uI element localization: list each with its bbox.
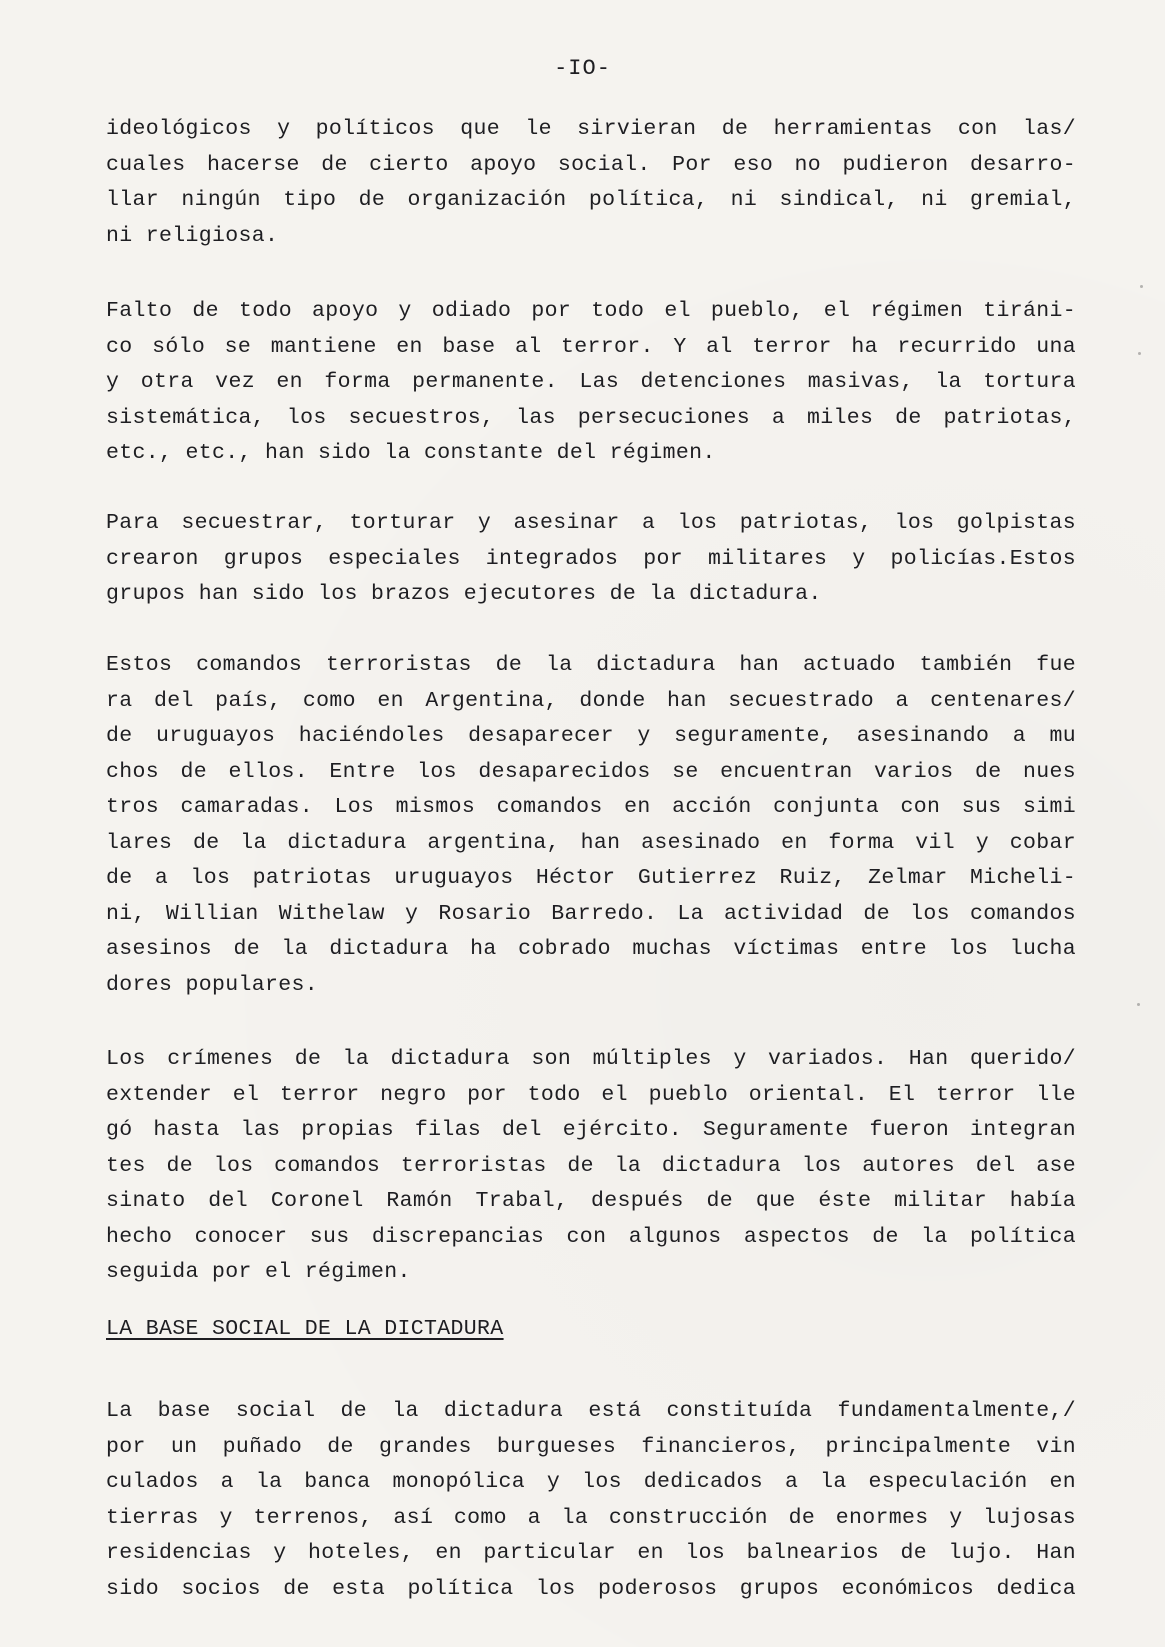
text-line: sido socios de esta política los poderosos grupos económicos dedica — [106, 1576, 1076, 1601]
text-line: ideológicos y políticos que le sirvieran de herramientas con las/ — [106, 117, 1076, 141]
text-line: de uruguayos haciéndoles desaparecer y seguramente, asesinando a mu — [106, 724, 1076, 748]
text-line: co sólo se mantiene en base al terror. Y al terror ha recurrido una — [106, 334, 1076, 359]
text-line: asesinos de la dictadura ha cobrado muchas víctimas entre los lucha — [106, 937, 1076, 961]
text-line: sinato del Coronel Ramón Trabal, después de que éste militar había — [106, 1189, 1076, 1213]
text-line: gó hasta las propias filas del ejército. Seguramente fueron integran — [106, 1118, 1076, 1142]
text-line: extender el terror negro por todo el pueblo oriental. El terror lle — [106, 1082, 1076, 1107]
paragraph-3 — [106, 506, 1076, 613]
text-line: lares de la dictadura argentina, han asesinado en forma vil y cobar — [106, 830, 1076, 855]
text-line: hecho conocer sus discrepancias con algunos aspectos de la política — [106, 1224, 1076, 1249]
text-line: tros camaradas. Los mismos comandos en acción conjunta con sus simi — [106, 795, 1076, 819]
text-line: La base social de la dictadura está constituída fundamentalmente,/ — [106, 1399, 1076, 1423]
text-line: tierras y terrenos, así como a la construcción de enormes y lujosas — [106, 1505, 1076, 1530]
text-line: y otra vez en forma permanente. Las detenciones masivas, la tortura — [106, 370, 1076, 394]
text-line: de a los patriotas uruguayos Héctor Gutierrez Ruiz, Zelmar Micheli- — [106, 866, 1076, 890]
text-line: residencias y hoteles, en particular en los balnearios de lujo. Han — [106, 1541, 1076, 1565]
text-line: Falto de todo apoyo y odiado por todo el pueblo, el régimen tiráni- — [106, 299, 1076, 323]
text-line: cuales hacerse de cierto apoyo social. Por eso no pudieron desarro- — [106, 152, 1076, 177]
paper-speck — [1138, 352, 1141, 355]
text-line: crearon grupos especiales integrados por militares y policías.Estos — [106, 546, 1076, 571]
text-line: Los crímenes de la dictadura son múltiples y variados. Han querido/ — [106, 1047, 1076, 1071]
paper-speck — [1140, 285, 1143, 288]
page-number: -IO- — [554, 56, 611, 81]
section-heading: LA BASE SOCIAL DE LA DICTADURA — [106, 1317, 504, 1341]
text-line: grupos han sido los brazos ejecutores de la dictadura. — [106, 582, 822, 606]
text-line: seguida por el régimen. — [106, 1260, 411, 1284]
text-line: tes de los comandos terroristas de la dictadura los autores del ase — [106, 1153, 1076, 1178]
text-line: sistemática, los secuestros, las persecuciones a miles de patriotas, — [106, 405, 1076, 430]
text-line: ni, Willian Withelaw y Rosario Barredo. La actividad de los comandos — [106, 901, 1076, 926]
paragraph-5 — [106, 1042, 1076, 1291]
text-line: Estos comandos terroristas de la dictadura han actuado también fue — [106, 653, 1076, 677]
text-line: dores populares. — [106, 972, 319, 997]
text-line: Para secuestrar, torturar y asesinar a los patriotas, los golpistas — [106, 511, 1076, 535]
text-line: por un puñado de grandes burgueses financieros, principalmente vin — [106, 1434, 1076, 1459]
text-line: chos de ellos. Entre los desaparecidos se encuentran varios de nues — [106, 759, 1076, 784]
paragraph-6 — [106, 1394, 1076, 1607]
text-line: culados a la banca monopólica y los dedicados a la especulación en — [106, 1470, 1076, 1494]
paragraph-2 — [106, 294, 1076, 472]
text-line: etc., etc., han sido la constante del régimen. — [106, 441, 716, 465]
paper-speck — [1137, 1003, 1140, 1006]
text-line: ni religiosa. — [106, 223, 279, 248]
text-line: ra del país, como en Argentina, donde han secuestrado a centenares/ — [106, 688, 1076, 713]
paragraph-1 — [106, 112, 1076, 254]
text-line: llar ningún tipo de organización política, ni sindical, ni gremial, — [106, 188, 1076, 212]
paragraph-4 — [106, 648, 1076, 1003]
